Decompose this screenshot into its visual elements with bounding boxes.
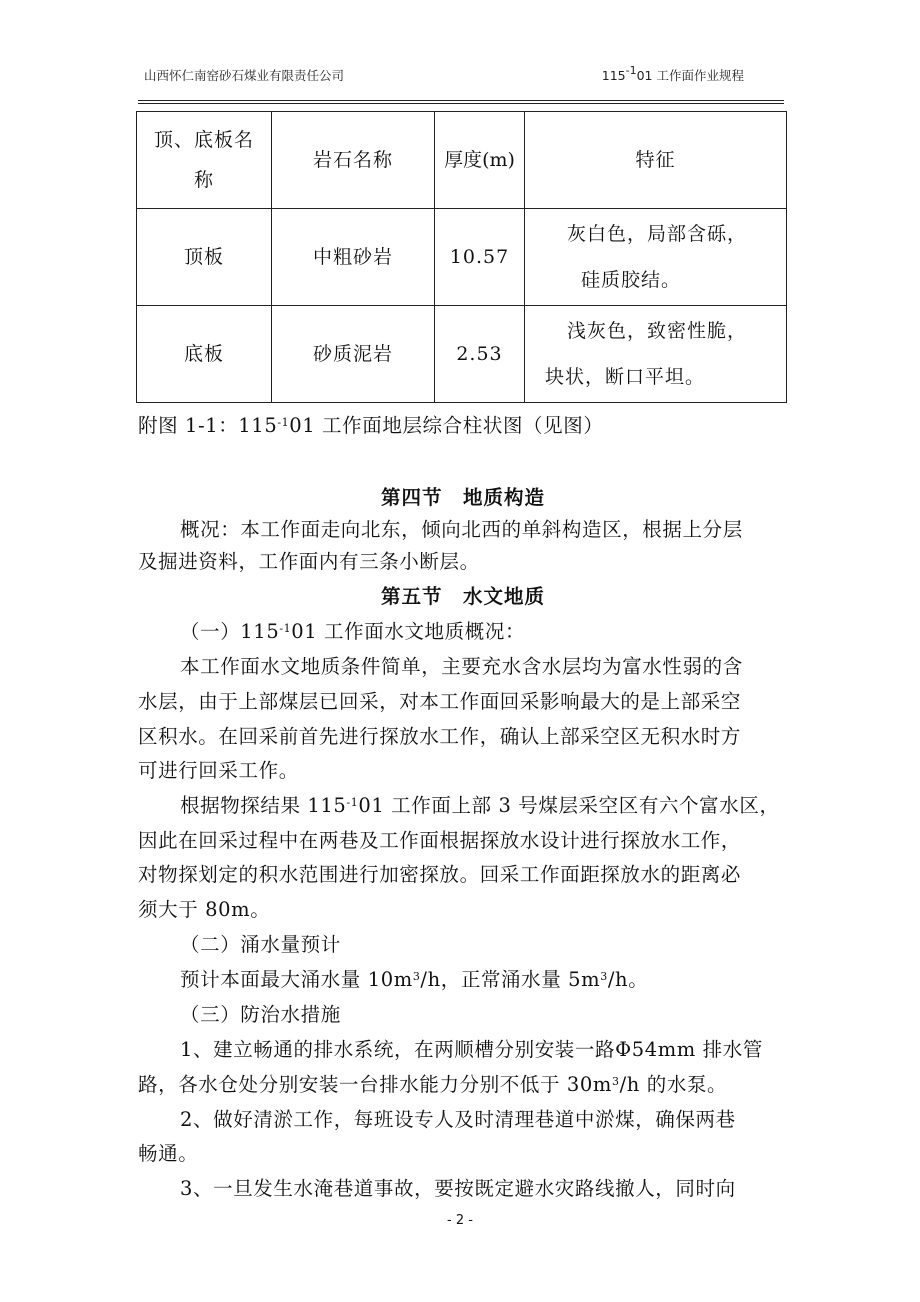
paragraph-line: 畅通。	[138, 1142, 199, 1165]
figure-note: 附图 1-1：$115^{-1}01$ 工作面地层综合柱状图（见图）	[138, 414, 604, 437]
paragraph-line: 路，各水仓处分别安装一台排水能力分别不低于 $30m^3/h$ 的水泵。	[138, 1073, 728, 1096]
paragraph-line: 区积水。在回采前首先进行探放水工作，确认上部采空区无积水时方	[138, 725, 742, 748]
paragraph-line: 可进行回采工作。	[138, 759, 299, 782]
header-rule-second	[138, 103, 784, 104]
subheading-1: （一）$115^{-1}01$ 工作面水文地质概况：	[180, 620, 526, 643]
table-cell: 浅灰色，致密性脆， 块状，断口平坦。	[525, 306, 787, 403]
subheading-3: （三）防治水措施	[180, 1003, 341, 1026]
table-cell: 底板	[137, 306, 272, 403]
strata-table	[136, 111, 787, 403]
paragraph-line: 因此在回采过程中在两巷及工作面根据探放水设计进行探放水工作，	[138, 829, 742, 852]
table-header-cell: 厚度(m)	[435, 112, 525, 209]
section-4-title: 第四节 地质构造	[380, 486, 545, 509]
header-doc-title: $115^{-1}01$ 工作面作业规程	[601, 64, 744, 83]
table-cell: 砂质泥岩	[272, 306, 435, 403]
table-cell: 灰白色，局部含砾， 硅质胶结。	[525, 209, 787, 306]
table-cell: 2.53	[435, 306, 525, 403]
table-cell: 10.57	[435, 209, 525, 306]
paragraph-line: 须大于 80m。	[138, 898, 271, 921]
section-5-title: 第五节 水文地质	[380, 585, 545, 608]
paragraph-line: 水层，由于上部煤层已回采，对本工作面回采影响最大的是上部采空	[138, 690, 742, 713]
paragraph-line: 2、做好清淤工作，每班设专人及时清理巷道中淤煤，确保两巷	[180, 1108, 736, 1131]
paragraph-line: 对物探划定的积水范围进行加密探放。回采工作面距探放水的距离必	[138, 863, 742, 886]
table-cell: 顶板	[137, 209, 272, 306]
table-cell: 中粗砂岩	[272, 209, 435, 306]
page-number: - 2 -	[447, 1213, 473, 1228]
header-company: 山西怀仁南窑砂石煤业有限责任公司	[144, 68, 345, 83]
table-row	[137, 209, 787, 306]
page-header	[138, 66, 784, 86]
paragraph-line: 3、一旦发生水淹巷道事故，要按既定避水灾路线撤人，同时向	[180, 1177, 736, 1200]
header-rule	[138, 100, 784, 101]
table-header-row	[137, 112, 787, 209]
table-header-cell: 特征	[525, 112, 787, 209]
paragraph-line: 及掘进资料，工作面内有三条小断层。	[138, 550, 480, 573]
table-header-cell: 顶、底板名 称	[137, 112, 272, 209]
paragraph-line: 1、建立畅通的排水系统，在两顺槽分别安装一路Φ54mm 排水管	[180, 1038, 763, 1061]
table-row	[137, 306, 787, 403]
paragraph-line: 根据物探结果 $115^{-1}01$ 工作面上部 3 号煤层采空区有六个富水区，	[180, 794, 780, 817]
paragraph-line: 概况：本工作面走向北东，倾向北西的单斜构造区，根据上分层	[180, 518, 743, 541]
table-header-cell: 岩石名称	[272, 112, 435, 209]
paragraph-line: 预计本面最大涌水量 $10m^3/h$，正常涌水量 $5m^3/h$。	[180, 968, 649, 991]
subheading-2: （二）涌水量预计	[180, 933, 341, 956]
paragraph-line: 本工作面水文地质条件简单，主要充水含水层均为富水性弱的含	[180, 655, 743, 678]
